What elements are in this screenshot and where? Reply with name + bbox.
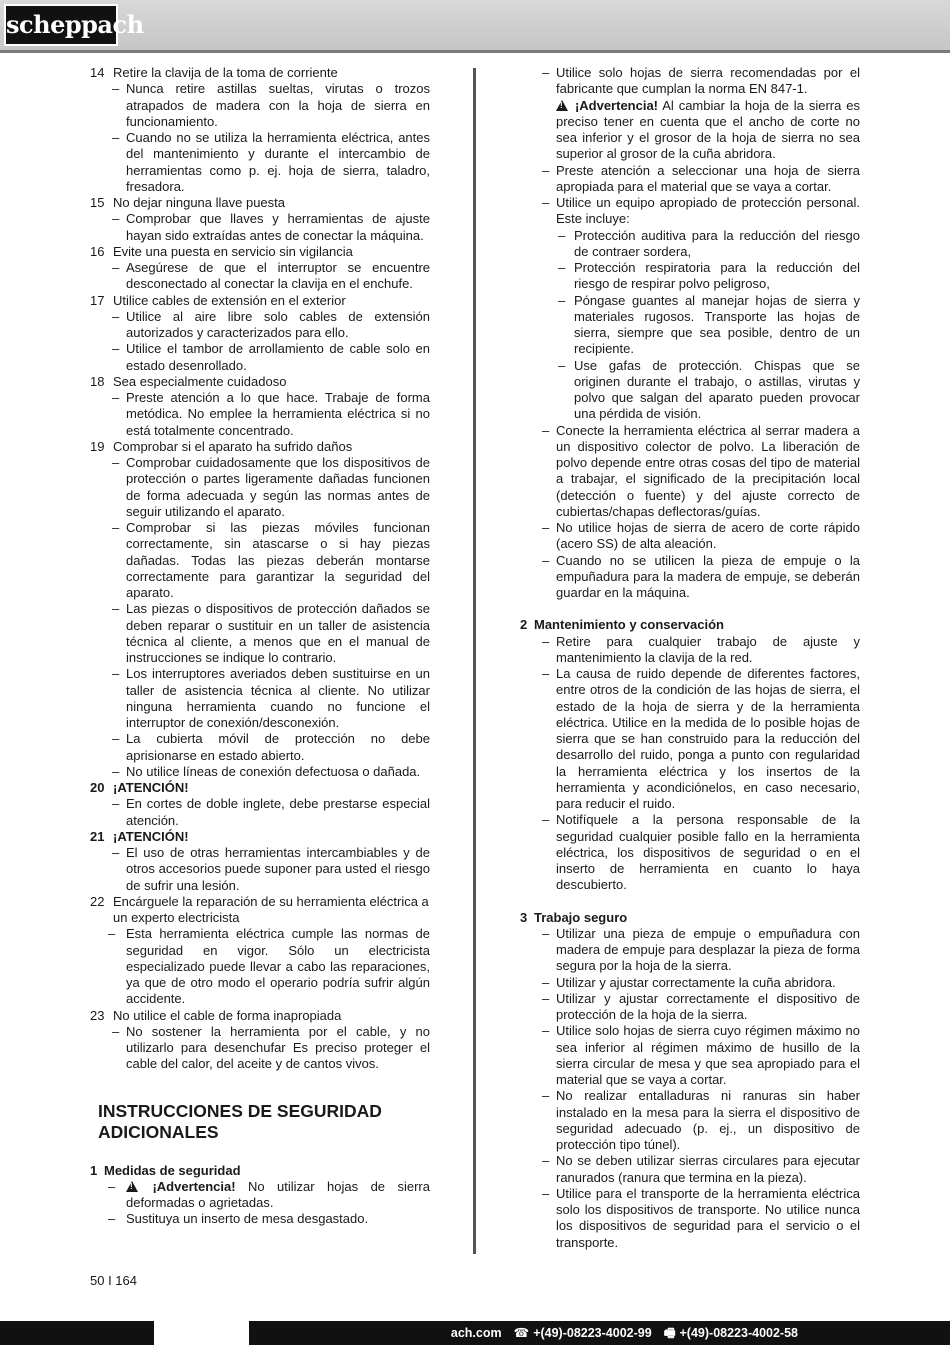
list-item: – Asegúrese de que el interruptor se encuentre desconectado al conectar la clavija en el enchufe. xyxy=(112,260,430,292)
footer-fax: +(49)-08223-4002-58 xyxy=(679,1326,798,1340)
footer-website: ach.com xyxy=(450,1326,502,1340)
footer-contact xyxy=(451,1325,798,1341)
numbered-list xyxy=(90,65,430,1073)
phone-icon: ☎ xyxy=(513,1326,530,1340)
item-title-text: Retire la clavija de la toma de corriente xyxy=(113,65,338,80)
item-number: 20 xyxy=(90,780,105,795)
list-item: – Protección auditiva para la reducción del riesgo de contraer sordera, xyxy=(558,227,860,259)
list-item: – Utilizar y ajustar correctamente el dispositivo de protección de la hoja de la sierra. xyxy=(542,990,860,1022)
footer-bar xyxy=(0,1321,950,1345)
list-item: – Cuando no se utilicen la pieza de empuje o la empuñadura para la madera de empuje, se deberán guardar en la máquina. xyxy=(542,552,860,600)
numbered-item xyxy=(90,195,430,244)
list-item: – ! ¡Advertencia! No utilizar hojas de sierra deformadas o agrietadas. xyxy=(90,1179,430,1212)
list-item: – Comprobar cuidadosamente que los dispositivos de protección o partes ligeramente dañadas funcionen de forma adecuada y según las normas antes de seguir utilizando el aparato. xyxy=(112,455,430,519)
right-column xyxy=(520,65,860,1251)
numbered-item xyxy=(90,439,430,780)
list-item: – Conecte la herramienta eléctrica al serrar madera a un dispositivo colector de polvo. La liberación de polvo depende entre otras cosas del tipo de material a trabajar, el significado de la precipitación local (detección o fuente) y del ajuste correcto de cubiertas/chapas deflectoras/guías. xyxy=(542,422,860,519)
item-title xyxy=(90,1008,430,1024)
list-item: – En cortes de doble inglete, debe prestarse especial atención. xyxy=(112,796,430,828)
item-title-text: Comprobar si el aparato ha sufrido daños xyxy=(113,438,353,454)
sub-list xyxy=(520,228,860,423)
fax-icon: 🖷 xyxy=(663,1326,676,1340)
list-item: – Preste atención a lo que hace. Trabaje de forma metódica. No emplee la herramienta eléctrica si no está totalmente concentrado. xyxy=(112,390,430,438)
item-number: 23 xyxy=(90,1007,105,1023)
warning-icon xyxy=(556,100,568,111)
item-number: 17 xyxy=(90,292,105,308)
footer-phone: +(49)-08223-4002-99 xyxy=(533,1326,652,1340)
subsection-title-3 xyxy=(520,910,860,926)
warning-text: No utilizar hojas de sierra deformadas o agrietadas. xyxy=(126,1178,430,1210)
numbered-item xyxy=(90,374,430,439)
list-item: – No se deben utilizar sierras circulares para ejecutar ranurados (ranura que termina en la pieza). xyxy=(542,1153,860,1185)
list-item: – No utilice hojas de sierra de acero de corte rápido (acero SS) de alta aleación. xyxy=(542,520,860,552)
item-number: 14 xyxy=(90,65,105,80)
warning-icon xyxy=(126,1181,138,1192)
numbered-item xyxy=(90,244,430,293)
numbered-item xyxy=(90,65,430,195)
item-number: 15 xyxy=(90,195,105,210)
list-item: – Nunca retire astillas sueltas, virutas o trozos atrapados de madera con la hoja de sierra en funcionamiento. xyxy=(112,81,430,129)
item-number: 18 xyxy=(90,373,105,389)
list-item: – Esta herramienta eléctrica cumple las normas de seguridad en vigor. Sólo un electricista especializado puede llevar a cabo las reparaciones, ya que de otro modo el operario podría sufrir algún accidente. xyxy=(108,926,430,1007)
subsection-number: 3 xyxy=(520,909,528,925)
list-item: – Utilice al aire libre solo cables de extensión autorizados y caracterizados para ello. xyxy=(112,308,430,340)
list-item: – Retire para cualquier trabajo de ajuste y mantenimiento la clavija de la red. xyxy=(542,633,860,665)
item-number: 21 xyxy=(90,828,105,844)
list-item: – Las piezas o dispositivos de protección dañados se deben reparar o sustituir en un taller de asistencia técnica al cliente, a menos que en el manual de instrucciones se indique lo contrario. xyxy=(112,601,430,665)
list-item: – No sostener la herramienta por el cable, y no utilizarlo para desenchufar Es preciso proteger el cable del calor, del aceite y de cantos vivos. xyxy=(112,1023,430,1072)
column-divider xyxy=(473,68,476,1254)
list-item: – Utilice un equipo apropiado de protección personal. Este incluye: xyxy=(542,195,860,227)
page-number: 50 I 164 xyxy=(90,1273,137,1288)
numbered-item xyxy=(90,829,430,894)
warning-label: ¡Advertencia! xyxy=(152,1178,236,1194)
item-title xyxy=(90,894,430,927)
list-item: – Comprobar que llaves y herramientas de ajuste hayan sido extraídas antes de conectar la máquina. xyxy=(112,211,430,243)
item-title xyxy=(90,374,430,390)
item-title-text: Encárguele la reparación de su herramienta eléctrica a un experto electricista xyxy=(113,893,429,925)
list-item: – No realizar entalladuras ni ranuras sin haber instalado en la mesa para la sierra el dispositivo de seguridad adecuado (p. ej., un dispositivo de protección tipo túnel). xyxy=(542,1088,860,1152)
list-item: – Utilizar y ajustar correctamente la cuña abridora. xyxy=(542,974,836,990)
item-title xyxy=(90,780,430,796)
subsection-title-text: Mantenimiento y conservación xyxy=(534,617,724,633)
list-item: – Protección respiratoria para la reducción del riesgo de respirar polvo peligroso, xyxy=(558,260,860,292)
item-title-text: ¡ATENCIÓN! xyxy=(113,780,189,795)
warning-text: Al cambiar la hoja de la sierra es preciso tener en cuenta que el ancho de corte no sea inferior y el grosor de la hoja de sierra no sea superior al grosor de la cuña abridora. xyxy=(556,97,860,162)
list-item: – Póngase guantes al manejar hojas de sierra y materiales rugosos. Transporte las hojas de sierra, siempre que sea posible, dentro de un recipiente. xyxy=(558,292,860,357)
maintenance-list xyxy=(520,634,860,894)
item-title xyxy=(90,244,430,260)
warning-label: ¡Advertencia! xyxy=(574,97,659,113)
numbered-item xyxy=(90,780,430,829)
brand-logo: scheppach xyxy=(4,4,118,46)
item-title xyxy=(90,293,430,309)
item-title-text: No utilice el cable de forma inapropiada xyxy=(113,1007,342,1023)
item-title-text: ¡ATENCIÓN! xyxy=(113,828,189,844)
section-heading: INSTRUCCIONES DE SEGURIDAD ADICIONALES xyxy=(98,1100,382,1142)
item-title-text: Sea especialmente cuidadoso xyxy=(113,373,287,389)
numbered-item xyxy=(90,894,430,1008)
item-title xyxy=(90,829,430,845)
list-item: – La cubierta móvil de protección no debe aprisionarse en estado abierto. xyxy=(112,731,430,763)
numbered-item xyxy=(90,293,430,374)
list-item: – Sustituya un inserto de mesa desgastado. xyxy=(108,1211,369,1227)
list-item: – Use gafas de protección. Chispas que se originen durante el trabajo, o astillas, virutas y polvo que salgan del aparato pueden provocar una pérdida de visión. xyxy=(558,357,860,422)
list-item: – El uso de otras herramientas intercambiables y de otros accesorios puede suponer para usted el riesgo de sufrir una lesión. xyxy=(112,845,430,893)
list-item: – Cuando no se utiliza la herramienta eléctrica, antes del mantenimiento y durante el intercambio de herramientas como p. ej. hoja de sierra, taladro, fresadora. xyxy=(112,130,430,194)
list-item-warning xyxy=(520,98,860,163)
subsection-number: 2 xyxy=(520,617,528,633)
subsection-number: 1 xyxy=(90,1162,98,1178)
list-item: – No utilice líneas de conexión defectuosa o dañada. xyxy=(112,763,421,779)
item-title xyxy=(90,195,430,211)
list-item: – Utilice para el transporte de la herramienta eléctrica solo los dispositivos de transporte. No utilice nunca los dispositivos de seguridad para el servicio o el transporte. xyxy=(542,1185,860,1250)
item-number: 19 xyxy=(90,438,105,454)
list-item: – Comprobar si las piezas móviles funcionan correctamente, sin atascarse o si hay piezas dañadas. Todas las piezas deberán montarse correctamente para garantizar la seguridad del aparato. xyxy=(112,520,430,600)
left-column xyxy=(90,65,430,1228)
item-title-text: Utilice cables de extensión en el exterior xyxy=(113,292,346,308)
list-item: – Utilice solo hojas de sierra recomendadas por el fabricante que cumplan la norma EN 847-1. xyxy=(542,65,860,97)
subsection-title-1 xyxy=(90,1163,430,1179)
header-bar xyxy=(0,0,950,53)
list-item: – Preste atención a seleccionar una hoja de sierra apropiada para el material que se vaya a cortar. xyxy=(542,162,860,194)
subsection-title-text: Trabajo seguro xyxy=(534,909,628,925)
numbered-item xyxy=(90,1008,430,1073)
list-item: – Notifíquele a la persona responsable de la seguridad cualquier posible fallo en la herramienta eléctrica, los dispositivos de seguridad o en el inserto de herramienta en cuanto lo haya descubierto. xyxy=(542,812,860,893)
item-number: 22 xyxy=(90,893,105,909)
list-item: – Los interruptores averiados deben sustituirse en un taller de asistencia técnica al cliente. No utilizar ninguna herramienta cuando no funcione el interruptor de conexión/desconexión. xyxy=(112,666,430,730)
list-item: – La causa de ruido depende de diferentes factores, entre otros de la condición de las hojas de sierra, el estado de la hoja de sierra y de la herramienta eléctrica. Utilice en la medida de lo posible hojas de sierra que se han construido para la reducción del desarrollo del ruido, ponga a punto con regularidad la herramienta eléctrica y los insertos de la herramienta y acondiciónelos, en caso necesario, para reducir el ruido. xyxy=(542,666,860,811)
list-item: – Utilice solo hojas de sierra cuyo régimen máximo no sea inferior al régimen máximo de husillo de la sierra circular de mesa y que sea apropiado para el material que se vaya a cortar. xyxy=(542,1023,860,1087)
item-title xyxy=(90,65,430,81)
subsection-title-text: Medidas de seguridad xyxy=(104,1162,241,1178)
item-title xyxy=(90,439,430,455)
item-title-text: No dejar ninguna llave puesta xyxy=(113,195,286,210)
safe-work-list xyxy=(520,926,860,1251)
item-number: 16 xyxy=(90,243,105,259)
subsection-title-2 xyxy=(520,617,860,633)
item-title-text: Evite una puesta en servicio sin vigilancia xyxy=(113,243,353,259)
list-item: – Utilice el tambor de arrollamiento de cable solo en estado desenrollado. xyxy=(112,341,430,373)
list-item: – Utilizar una pieza de empuje o empuñadura con madera de empuje para desplazar la pieza de forma segura por la hoja de la sierra. xyxy=(542,925,860,974)
